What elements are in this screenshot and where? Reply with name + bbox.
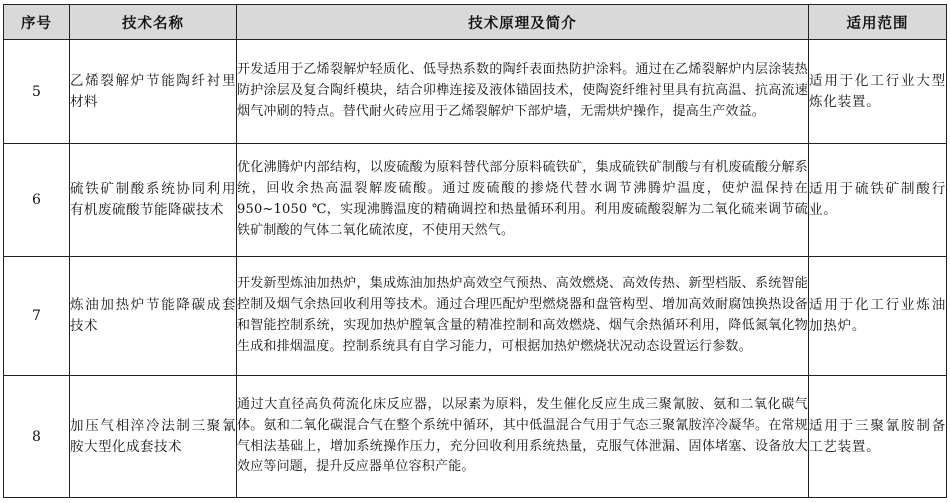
- header-num: 序号: [4, 5, 70, 40]
- application-scope: 适用于化工行业大型炼化装置。: [809, 40, 947, 144]
- table-header-row: [4, 5, 947, 40]
- application-scope: 适用于三聚氰胺制备工艺装置。: [809, 376, 947, 498]
- technology-name: 炼油加热炉节能降碳成套技术: [70, 257, 237, 376]
- table-row: [4, 144, 947, 257]
- table-row: [4, 257, 947, 376]
- technology-description: 开发新型炼油加热炉，集成炼油加热炉高效空气预热、高效燃烧、高效传热、新型档版、系统智能控制及烟气余热回收利用等技术。通过合理匹配炉型燃烧器和盘管构型、增加高效耐腐蚀换热设备和智能控制系统，实现加热炉膛氧含量的精准控制和高效燃烧、烟气余热循环利用，降低氮氧化物生成和排烟温度。控制系统具有自学习能力，可根据加热炉燃烧状况动态设置运行参数。: [237, 257, 809, 376]
- table-row: [4, 40, 947, 144]
- header-scope: 适用范围: [809, 5, 947, 40]
- technology-description: 通过大直径高负荷流化床反应器，以尿素为原料，发生催化反应生成三聚氰胺、氨和二氧化碳气体。氨和二氧化碳混合气在整个系统中循环，其中低温混合气用于气态三聚氰胺淬冷凝华。在常规气相法基础上，增加系统操作压力，充分回收利用系统热量，克服气体泄漏、固体堵塞、设备放大效应等问题，提升反应器单位容积产能。: [237, 376, 809, 498]
- technology-name: 加压气相淬冷法制三聚氰胺大型化成套技术: [70, 376, 237, 498]
- row-number: 5: [4, 40, 70, 144]
- technology-name: 乙烯裂解炉节能陶纤衬里材料: [70, 40, 237, 144]
- table-row: [4, 376, 947, 498]
- header-name: 技术名称: [70, 5, 237, 40]
- technology-description: 开发适用于乙烯裂解炉轻质化、低导热系数的陶纤表面热防护涂料。通过在乙烯裂解炉内层涂装热防护涂层及复合陶纤模块，结合卯榫连接及液体锚固技术，使陶瓷纤维衬里具有抗高温、抗高流速烟气冲刷的特点。替代耐火砖应用于乙烯裂解炉下部炉墙，无需烘炉操作，提高生产效益。: [237, 40, 809, 144]
- row-number: 7: [4, 257, 70, 376]
- header-desc: 技术原理及简介: [237, 5, 809, 40]
- row-number: 8: [4, 376, 70, 498]
- application-scope: 适用于硫铁矿制酸行业。: [809, 144, 947, 257]
- technology-description: 优化沸腾炉内部结构，以废硫酸为原料替代部分原料硫铁矿，集成硫铁矿制酸与有机废硫酸分解系统，回收余热高温裂解废硫酸。通过废硫酸的掺烧代替水调节沸腾炉温度，使炉温保持在 950~1050 ℃，实现沸腾温度的精确调控和热量循环利用。利用废硫酸裂解为二氧化硫来调节硫铁矿制酸的气体二氧化硫浓度，不使用天然气。: [237, 144, 809, 257]
- row-number: 6: [4, 144, 70, 257]
- technology-table: [3, 4, 947, 498]
- technology-name: 硫铁矿制酸系统协同利用有机废硫酸节能降碳技术: [70, 144, 237, 257]
- application-scope: 适用于化工行业炼油加热炉。: [809, 257, 947, 376]
